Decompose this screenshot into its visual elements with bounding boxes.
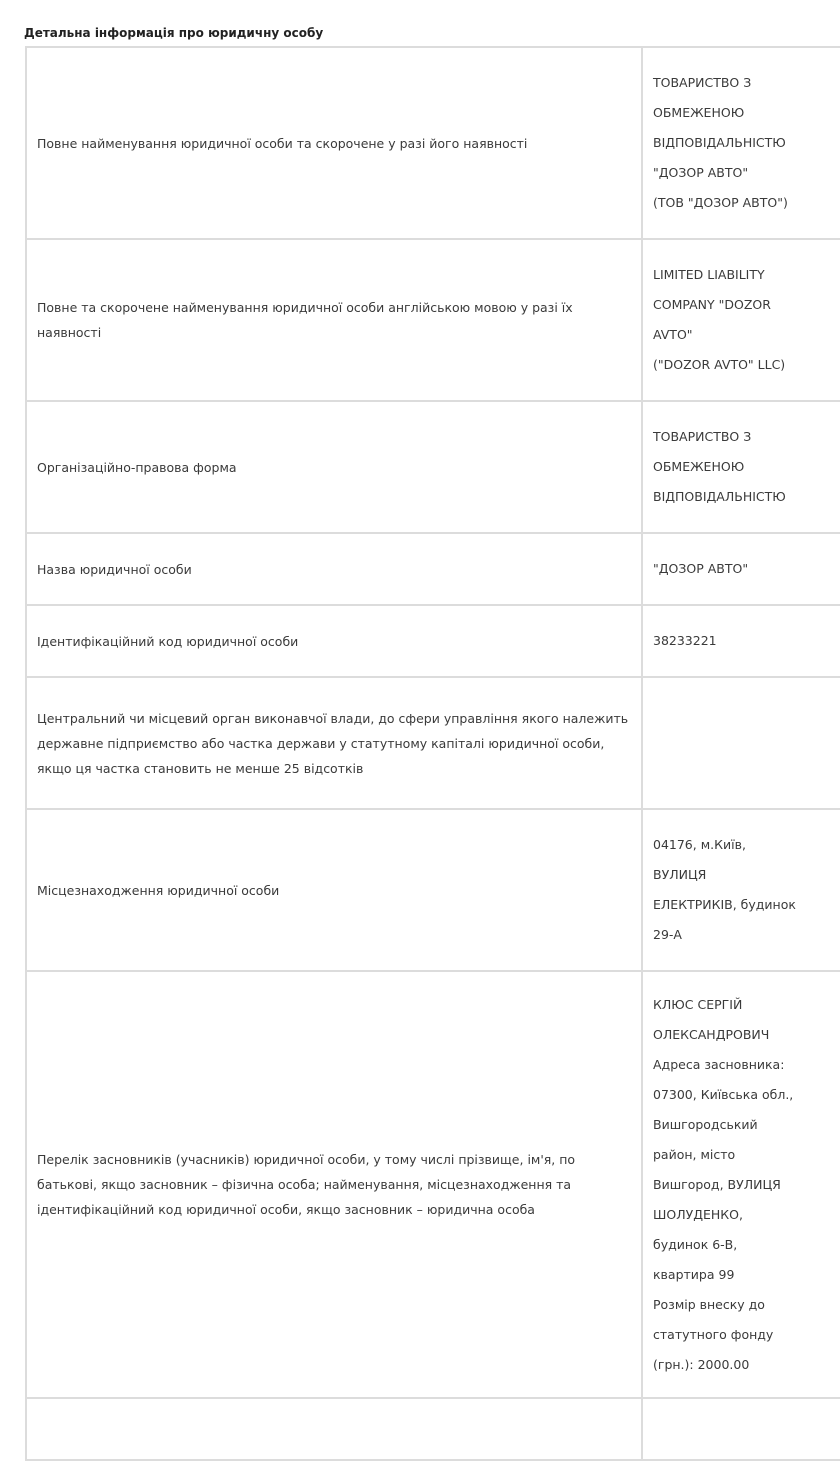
row-label-full-name: Повне найменування юридичної особи та скорочене у разі його наявності — [26, 47, 642, 239]
row-value-identification-code: 38233221 — [642, 605, 840, 677]
row-label-location: Місцезнаходження юридичної особи — [26, 809, 642, 971]
table-row — [26, 533, 840, 605]
table-row — [26, 239, 840, 401]
row-label-governing-authority: Центральний чи місцевий орган виконавчої влади, до сфери управління якого належить державне підприємство або частка держави у статутному капіталі юридичної особи, якщо ця частка становить не менше 25 відсотків — [26, 677, 642, 809]
table-row — [26, 401, 840, 533]
row-label-next — [26, 1398, 642, 1460]
row-label-english-name: Повне та скорочене найменування юридичної особи англійською мовою у разі їх наявності — [26, 239, 642, 401]
section-heading: Детальна інформація про юридичну особу — [24, 26, 324, 40]
table-row — [26, 809, 840, 971]
row-label-founders: Перелік засновників (учасників) юридичної особи, у тому числі прізвище, ім'я, по батькові, якщо засновник – фізична особа; найменування, місцезнаходження та ідентифікаційний код юридичної особи, якщо засновник – юридична особа — [26, 971, 642, 1398]
row-label-identification-code: Ідентифікаційний код юридичної особи — [26, 605, 642, 677]
row-label-legal-form: Організаційно-правова форма — [26, 401, 642, 533]
row-label-entity-name: Назва юридичної особи — [26, 533, 642, 605]
row-value-governing-authority — [642, 677, 840, 809]
row-value-entity-name: "ДОЗОР АВТО" — [642, 533, 840, 605]
table-row — [26, 677, 840, 809]
table-row — [26, 971, 840, 1398]
row-value-legal-form: ТОВАРИСТВО З ОБМЕЖЕНОЮ ВІДПОВІДАЛЬНІСТЮ — [642, 401, 840, 533]
row-value-founders: КЛЮС СЕРГІЙ ОЛЕКСАНДРОВИЧ Адреса засновника: 07300, Київська обл., Вишгородський район, місто Вишгород, ВУЛИЦЯ ШОЛУДЕНКО, будинок 6-В, квартира 99 Розмір внеску до статутного фонду (грн.): 2000.00 — [642, 971, 840, 1398]
row-value-next — [642, 1398, 840, 1460]
table-row — [26, 605, 840, 677]
row-value-english-name: LIMITED LIABILITY COMPANY "DOZOR AVTO" ("DOZOR AVTO" LLC) — [642, 239, 840, 401]
table-row — [26, 47, 840, 239]
row-value-location: 04176, м.Київ, ВУЛИЦЯ ЕЛЕКТРИКІВ, будинок 29-А — [642, 809, 840, 971]
table-row — [26, 1398, 840, 1460]
legal-entity-info-table — [25, 46, 840, 1461]
row-value-full-name: ТОВАРИСТВО З ОБМЕЖЕНОЮ ВІДПОВІДАЛЬНІСТЮ "ДОЗОР АВТО" (ТОВ "ДОЗОР АВТО") — [642, 47, 840, 239]
